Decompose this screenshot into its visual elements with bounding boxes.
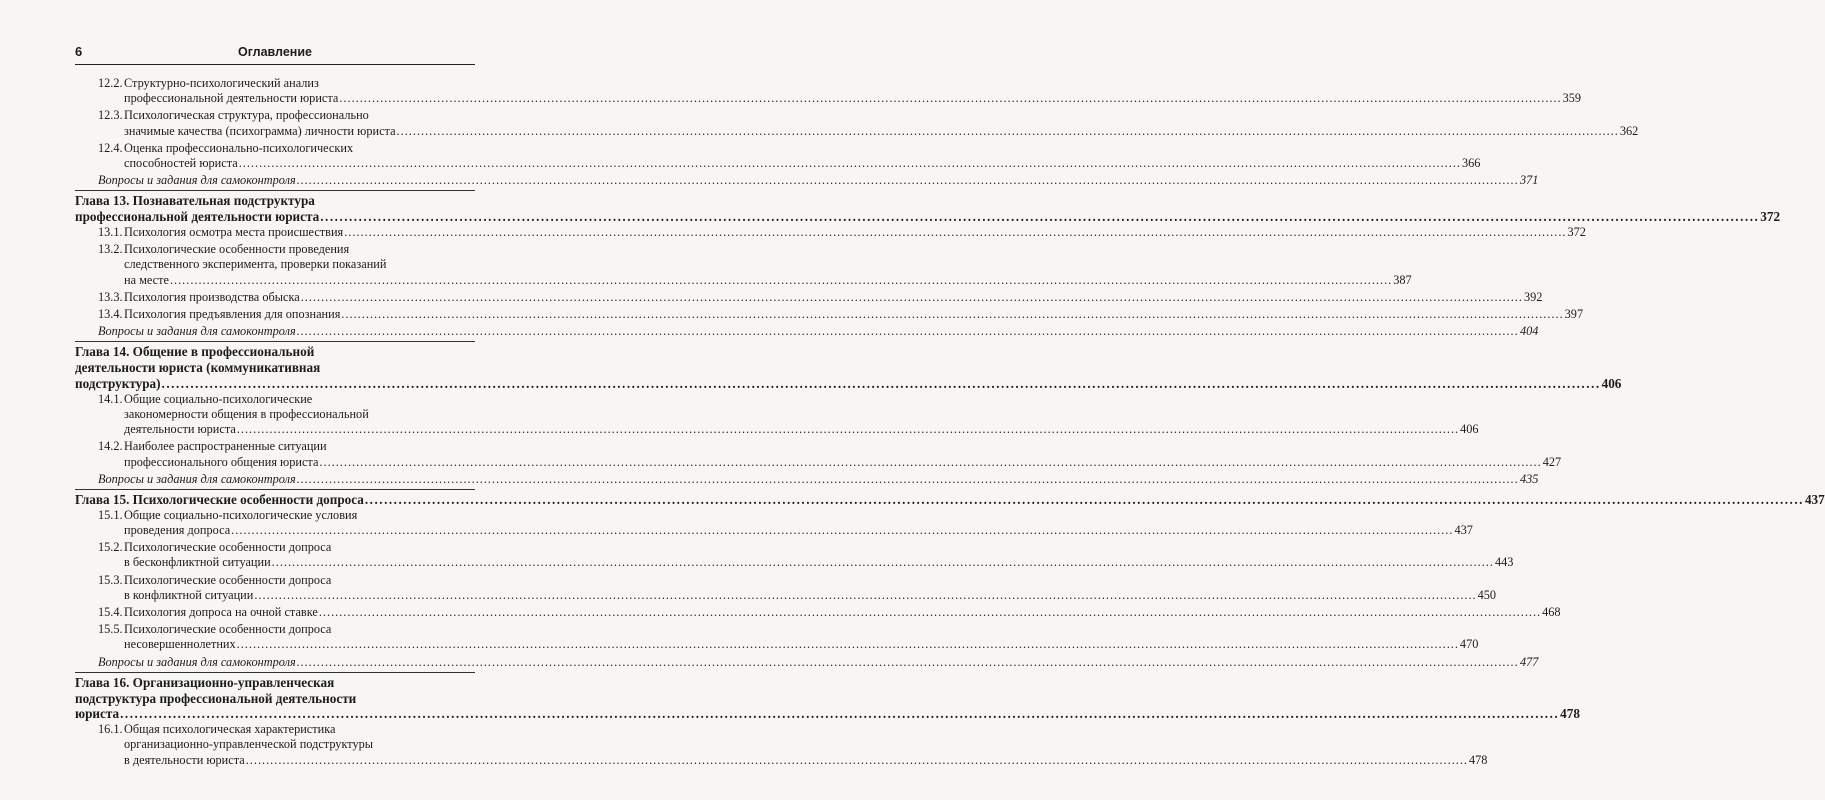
toc-section-entry <box>75 225 1586 240</box>
page-ref: 450 <box>1477 587 1497 602</box>
entry-title-line: Вопросы и задания для самоконтроля <box>98 173 296 188</box>
dot-leader: ............................................................................................................................................................................................................................................................................................................ <box>319 454 1542 469</box>
entry-title-line: следственного эксперимента, проверки показаний <box>124 257 387 272</box>
section-number: 12.4. <box>98 140 123 155</box>
entry-title-line: Психологические особенности проведения <box>124 242 350 257</box>
page-ref: 372 <box>1760 209 1781 225</box>
entry-title <box>124 573 1496 603</box>
entry-title <box>124 225 1586 240</box>
toc-section-entry <box>75 140 1481 171</box>
entry-title <box>75 675 1580 722</box>
toc-section-entry <box>75 507 1473 538</box>
entry-title <box>124 76 1581 106</box>
entry-title-line: подструктура) <box>75 376 161 392</box>
entry-title <box>75 193 1780 225</box>
toc-section-entry <box>75 605 1561 620</box>
page-ref: 397 <box>1564 307 1584 322</box>
toc-questions-entry <box>75 654 1539 670</box>
section-number: 14.2. <box>98 439 123 454</box>
entry-title-line: в деятельности юриста <box>124 752 245 767</box>
dot-leader: ............................................................................................................................................................................................................................................................................................................ <box>300 289 1523 304</box>
entry-title-line: Психологические особенности допроса <box>124 572 332 587</box>
dot-leader: ............................................................................................................................................................................................................................................................................................................ <box>341 307 1564 322</box>
page-ref: 371 <box>1519 173 1539 188</box>
dot-leader: ............................................................................................................................................................................................................................................................................................................ <box>238 156 1461 171</box>
entry-title-line: деятельности юриста (коммуникативная <box>75 360 321 376</box>
entry-title <box>98 472 1538 487</box>
page-ref: 366 <box>1461 156 1481 171</box>
entry-title-line: Психология допроса на очной ставке <box>124 605 318 620</box>
dot-leader: ............................................................................................................................................................................................................................................................................................................ <box>169 272 1393 287</box>
entry-title-line: Психологические особенности допроса <box>124 622 332 637</box>
section-divider <box>75 341 475 342</box>
entry-title-line: Психология предъявления для опознания <box>124 307 341 322</box>
dot-leader: ............................................................................................................................................................................................................................................................................................................ <box>254 587 1477 602</box>
dot-leader: ............................................................................................................................................................................................................................................................................................................ <box>296 654 1519 669</box>
dot-leader: ............................................................................................................................................................................................................................................................................................................ <box>364 492 1804 508</box>
entry-title-line: организационно-управленческой подструктуры <box>124 737 374 752</box>
dot-leader: ............................................................................................................................................................................................................................................................................................................ <box>339 91 1562 106</box>
toc-section-entry <box>75 307 1584 322</box>
page-ref: 437 <box>1804 492 1825 508</box>
entry-title-line: Глава 13. Познавательная подструктура <box>75 193 315 209</box>
entry-title-line: закономерности общения в профессиональной <box>124 407 369 422</box>
entry-title <box>124 722 1487 768</box>
toc-questions-entry <box>75 471 1539 487</box>
page-ref: 404 <box>1519 324 1539 339</box>
dot-leader: ............................................................................................................................................................................................................................................................................................................ <box>120 706 1560 722</box>
entry-title <box>124 622 1478 652</box>
toc-chapter-entry <box>75 344 1622 392</box>
page-ref: 392 <box>1523 289 1543 304</box>
toc-section-entry <box>75 722 1488 768</box>
page-ref: 406 <box>1460 422 1479 437</box>
toc-section-entry <box>75 108 1639 138</box>
page-ref: 387 <box>1393 272 1412 287</box>
dot-leader: ............................................................................................................................................................................................................................................................................................................ <box>318 605 1542 620</box>
section-number: 12.3. <box>98 108 123 123</box>
toc-section-entry <box>75 439 1562 469</box>
page-ref: 470 <box>1459 637 1479 652</box>
dot-leader: ............................................................................................................................................................................................................................................................................................................ <box>296 324 1519 339</box>
toc-section-entry <box>75 76 1582 106</box>
entry-title-line: проведения допроса <box>124 523 231 538</box>
toc-section-entry <box>75 622 1479 652</box>
entry-title <box>124 108 1638 138</box>
section-number: 15.1. <box>98 507 123 522</box>
page-ref: 359 <box>1562 91 1582 106</box>
entry-title-line: Общие социально-психологические <box>124 391 313 406</box>
section-number: 13.3. <box>98 289 123 304</box>
entry-title-line: профессиональной деятельности юриста <box>124 91 339 106</box>
entry-title <box>124 439 1561 469</box>
section-divider <box>75 190 475 191</box>
section-divider <box>75 489 475 490</box>
entry-title-line: несовершеннолетних <box>124 637 236 652</box>
entry-title <box>75 492 1825 508</box>
dot-leader: ............................................................................................................................................................................................................................................................................................................ <box>320 209 1760 225</box>
entry-title-line: Психологические особенности допроса <box>124 540 332 555</box>
entry-title-line: юриста <box>75 706 120 722</box>
section-number: 15.4. <box>98 605 123 620</box>
entry-title <box>124 540 1513 570</box>
entry-title-line: профессиональной деятельности юриста <box>75 209 320 225</box>
entry-title-line: на месте <box>124 272 169 287</box>
toc-section-entry <box>75 391 1479 438</box>
entry-title <box>124 392 1479 438</box>
running-title: Оглавление <box>238 45 312 59</box>
dot-leader: ............................................................................................................................................................................................................................................................................................................ <box>231 523 1454 538</box>
section-number: 13.4. <box>98 307 123 322</box>
toc-section-entry <box>75 572 1497 603</box>
section-number: 13.1. <box>98 225 123 240</box>
section-number: 15.2. <box>98 540 123 555</box>
dot-leader: ............................................................................................................................................................................................................................................................................................................ <box>296 173 1519 188</box>
entry-title-line: Вопросы и задания для самоконтроля <box>98 471 296 486</box>
running-header <box>75 44 475 65</box>
dot-leader: ............................................................................................................................................................................................................................................................................................................ <box>161 376 1601 392</box>
entry-title-line: Глава 14. Общение в профессиональной <box>75 344 315 360</box>
entry-title-line: в бесконфликтной ситуации <box>124 555 271 570</box>
dot-leader: ............................................................................................................................................................................................................................................................................................................ <box>236 637 1459 652</box>
entry-title-line: способностей юриста <box>124 156 238 171</box>
entry-title <box>75 344 1621 391</box>
page-ref: 427 <box>1542 454 1562 469</box>
entry-title <box>98 324 1538 339</box>
toc-questions-entry <box>75 324 1539 339</box>
page-ref: 478 <box>1560 706 1580 722</box>
page-ref: 372 <box>1567 225 1586 240</box>
entry-title-line: Оценка профессионально-психологических <box>124 140 354 155</box>
section-number: 15.5. <box>98 622 123 637</box>
toc-chapter-entry <box>75 193 1781 225</box>
entry-title <box>98 655 1538 670</box>
entry-title <box>124 242 1412 288</box>
dot-leader: ............................................................................................................................................................................................................................................................................................................ <box>236 422 1460 437</box>
entry-title-line: Наиболее распространенные ситуации <box>124 439 327 454</box>
page-ref: 435 <box>1519 471 1539 486</box>
entry-title <box>124 290 1542 305</box>
entry-title-line: Глава 16. Организационно-управленческая <box>75 674 335 690</box>
page-ref: 443 <box>1494 555 1514 570</box>
dot-leader: ............................................................................................................................................................................................................................................................................................................ <box>396 123 1619 138</box>
toc-section-entry <box>75 242 1412 288</box>
entry-title-line: Психологическая структура, профессионально <box>124 108 369 123</box>
entry-title-line: Психология осмотра места происшествия <box>124 225 344 240</box>
entry-title-line: Психология производства обыска <box>124 289 300 304</box>
dot-leader: ............................................................................................................................................................................................................................................................................................................ <box>296 471 1519 486</box>
page-ref: 477 <box>1519 654 1539 669</box>
entry-title-line: Общие социально-психологические условия <box>124 507 358 522</box>
page-ref: 468 <box>1542 605 1561 620</box>
entry-title-line: профессионального общения юриста <box>124 454 319 469</box>
toc-questions-entry <box>75 173 1539 188</box>
entry-title <box>124 307 1583 322</box>
section-number: 13.2. <box>98 242 123 257</box>
page-ref: 478 <box>1468 752 1488 767</box>
entry-title-line: Общая психологическая характеристика <box>124 722 336 737</box>
section-number: 16.1. <box>98 722 123 737</box>
toc-chapter-entry <box>75 492 1825 508</box>
entry-title-line: Структурно-психологический анализ <box>124 76 319 90</box>
entry-title-line: Вопросы и задания для самоконтроля <box>98 654 296 669</box>
dot-leader: ............................................................................................................................................................................................................................................................................................................ <box>344 225 1567 240</box>
dot-leader: ............................................................................................................................................................................................................................................................................................................ <box>271 555 1494 570</box>
toc-section-entry <box>75 540 1514 570</box>
entry-title-line: значимые качества (психограмма) личности юриста <box>124 123 396 138</box>
page-ref: 437 <box>1454 523 1473 538</box>
entry-title <box>124 141 1480 171</box>
entry-title-line: в конфликтной ситуации <box>124 587 254 602</box>
section-number: 14.1. <box>98 391 123 406</box>
entry-title <box>98 173 1538 188</box>
page-number: 6 <box>75 44 83 59</box>
toc-chapter-entry <box>75 674 1580 722</box>
entry-title-line: подструктура профессиональной деятельности <box>75 690 357 706</box>
dot-leader: ............................................................................................................................................................................................................................................................................................................ <box>245 752 1468 767</box>
table-of-contents <box>75 76 1825 770</box>
entry-title <box>124 605 1561 620</box>
section-divider <box>75 672 475 673</box>
entry-title-line: Вопросы и задания для самоконтроля <box>98 324 296 339</box>
section-number: 15.3. <box>98 572 123 587</box>
page-ref: 362 <box>1619 123 1639 138</box>
page-ref: 406 <box>1601 376 1622 392</box>
entry-title <box>124 508 1473 538</box>
entry-title-line: деятельности юриста <box>124 422 236 437</box>
entry-title-line: Глава 15. Психологические особенности допроса <box>75 492 364 508</box>
toc-section-entry <box>75 289 1543 305</box>
section-number: 12.2. <box>98 76 123 90</box>
